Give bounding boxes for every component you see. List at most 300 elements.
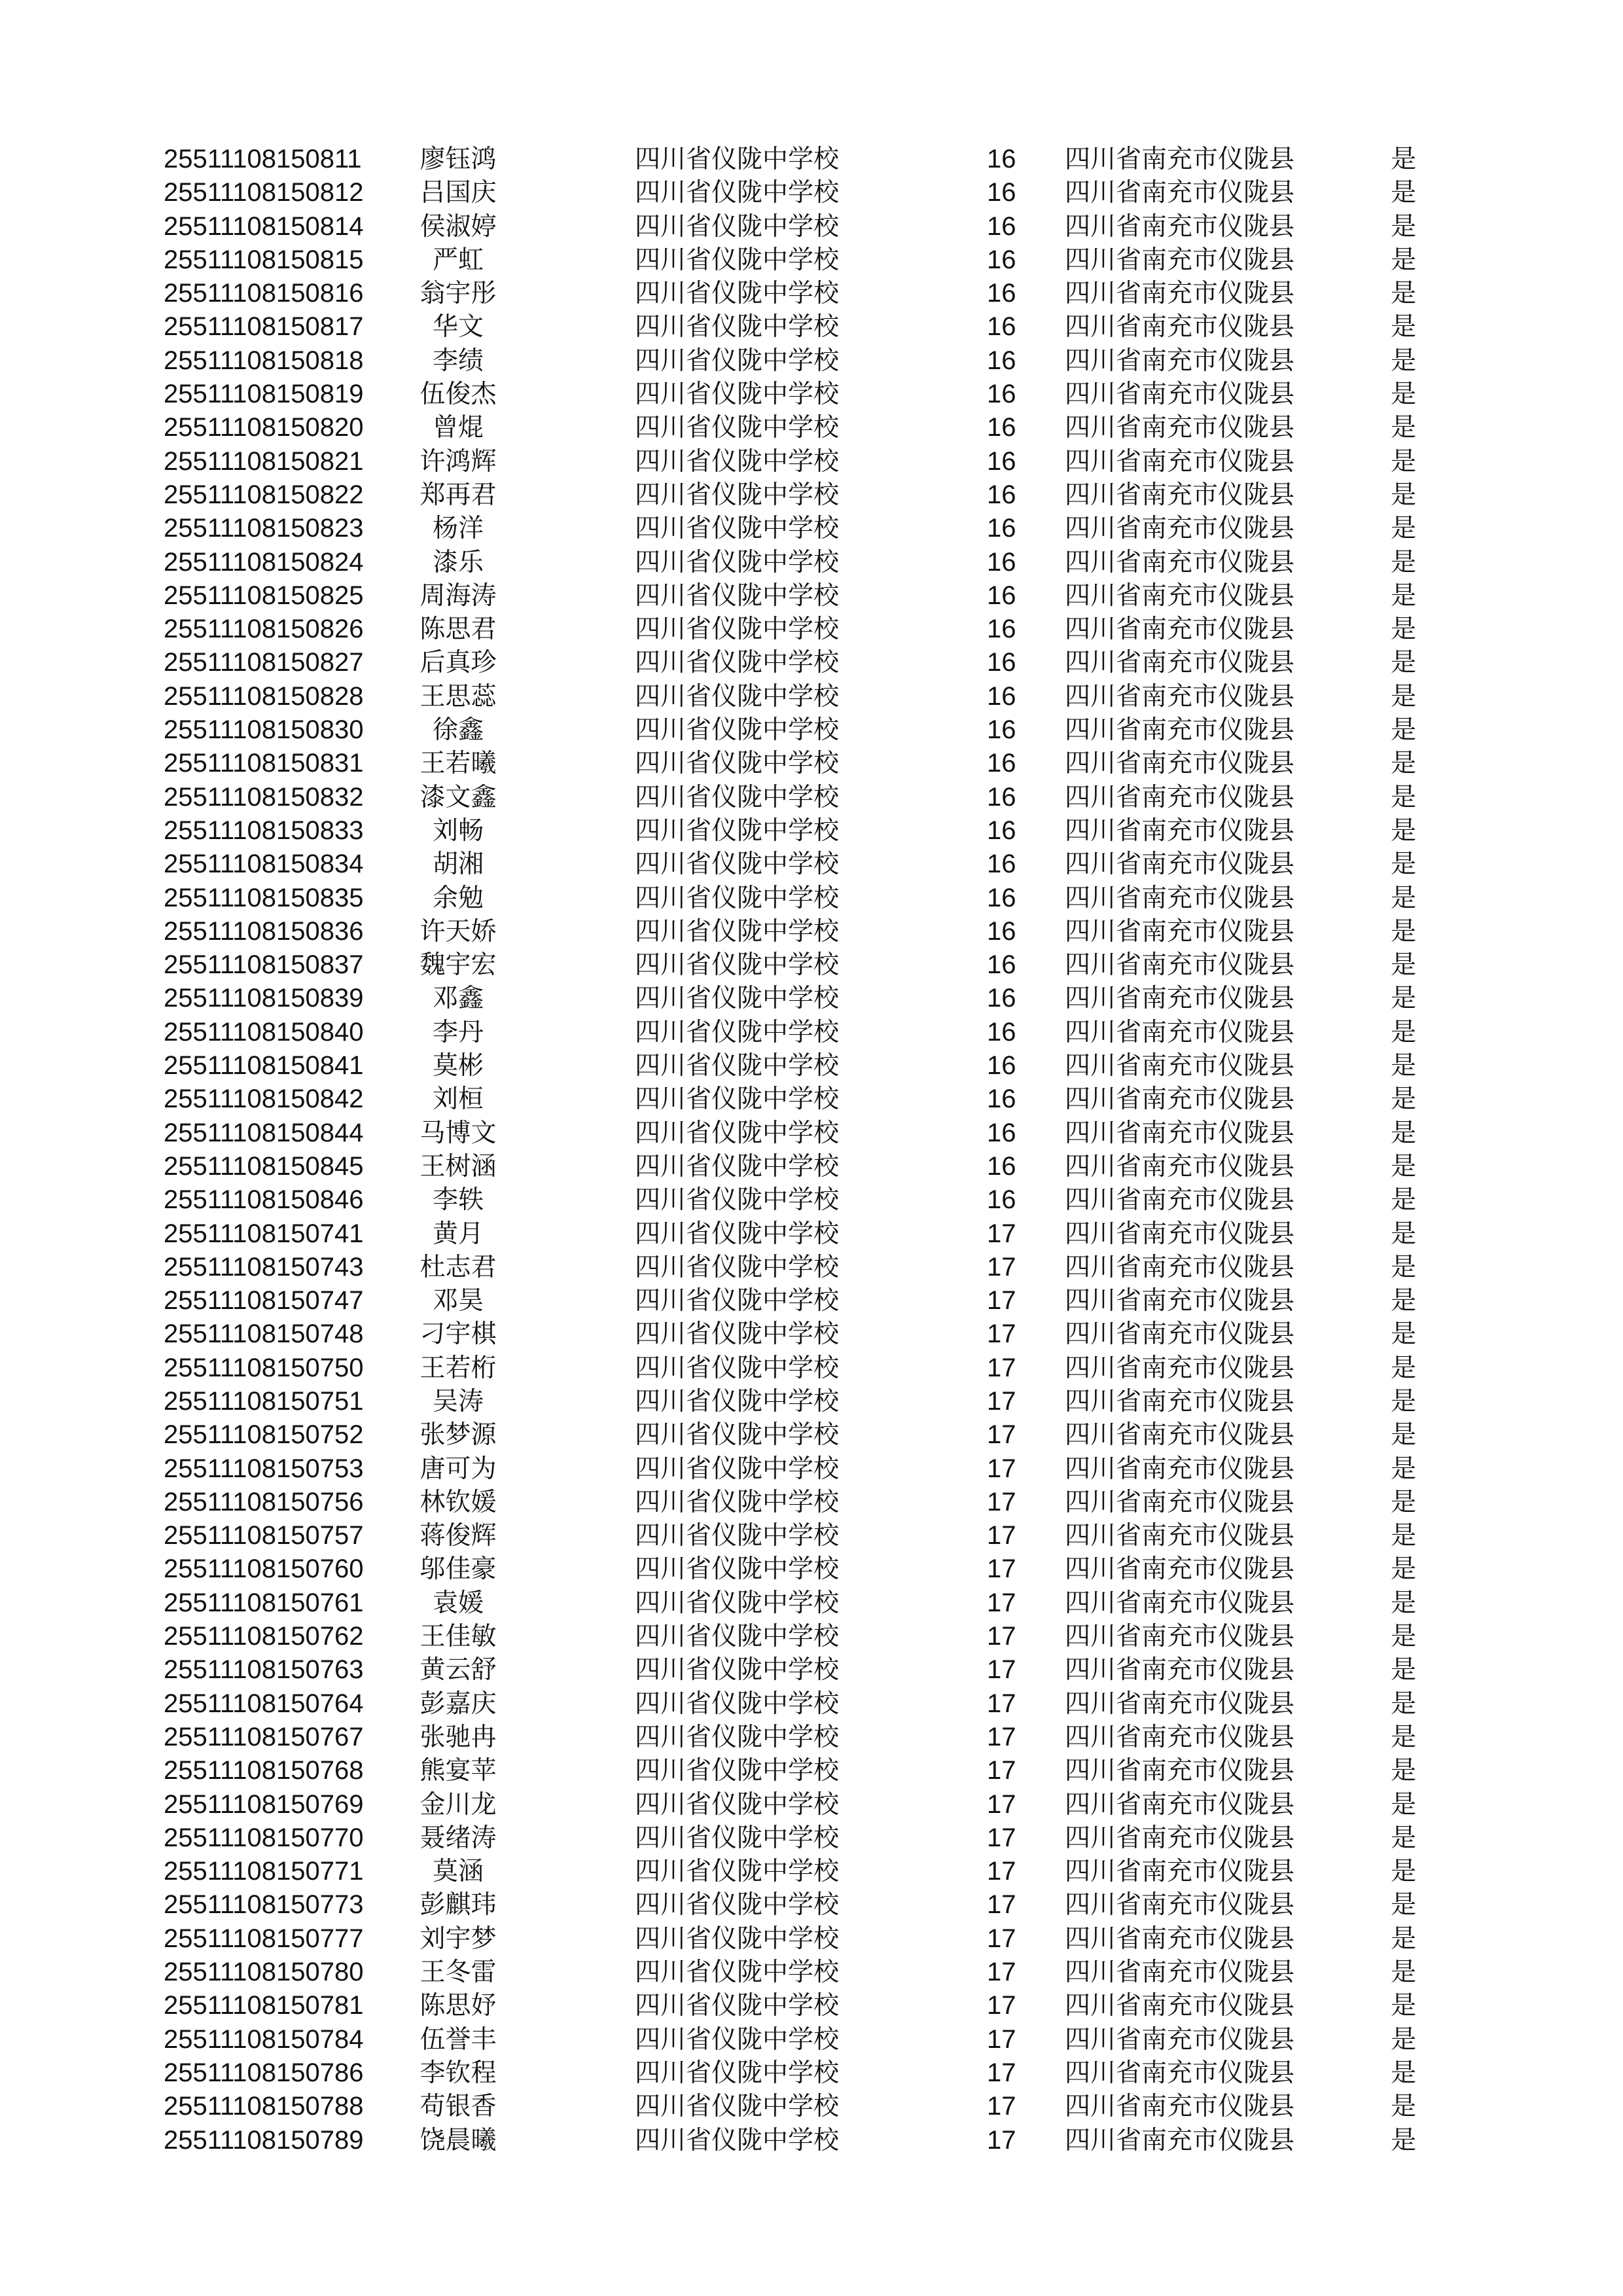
group-number-cell: 17 bbox=[987, 1789, 1016, 1819]
school-name-cell: 四川省仪陇中学校 bbox=[635, 883, 840, 913]
student-name-cell: 张驰冉 bbox=[419, 1722, 497, 1752]
group-number-cell: 17 bbox=[987, 2125, 1016, 2155]
student-name-cell: 许鸿辉 bbox=[419, 446, 497, 476]
table-row bbox=[0, 2090, 1623, 2123]
group-number-cell: 16 bbox=[987, 346, 1016, 375]
group-number-cell: 16 bbox=[987, 312, 1016, 342]
region-cell: 四川省南充市仪陇县 bbox=[1065, 1924, 1295, 1954]
group-number-cell: 17 bbox=[987, 2024, 1016, 2054]
student-name-cell: 彭麒玮 bbox=[419, 1890, 497, 1920]
student-id-cell: 25511108150837 bbox=[164, 950, 364, 980]
status-flag-cell: 是 bbox=[1391, 1890, 1417, 1920]
group-number-cell: 16 bbox=[987, 1085, 1016, 1114]
group-number-cell: 16 bbox=[987, 547, 1016, 577]
student-id-cell: 25511108150773 bbox=[164, 1890, 364, 1920]
group-number-cell: 16 bbox=[987, 446, 1016, 476]
school-name-cell: 四川省仪陇中学校 bbox=[635, 178, 840, 208]
student-id-cell: 25511108150768 bbox=[164, 1756, 364, 1785]
student-name-cell: 吕国庆 bbox=[419, 178, 497, 208]
status-flag-cell: 是 bbox=[1391, 950, 1417, 980]
status-flag-cell: 是 bbox=[1391, 346, 1417, 376]
group-number-cell: 16 bbox=[987, 883, 1016, 912]
school-name-cell: 四川省仪陇中学校 bbox=[635, 1521, 840, 1551]
group-number-cell: 17 bbox=[987, 1823, 1016, 1852]
status-flag-cell: 是 bbox=[1391, 1017, 1417, 1047]
table-row bbox=[0, 814, 1623, 848]
region-cell: 四川省南充市仪陇县 bbox=[1065, 1655, 1295, 1685]
region-cell: 四川省南充市仪陇县 bbox=[1065, 312, 1295, 342]
student-id-cell: 25511108150821 bbox=[164, 446, 364, 476]
student-name-cell: 李轶 bbox=[432, 1185, 484, 1215]
group-number-cell: 16 bbox=[987, 1051, 1016, 1081]
school-name-cell: 四川省仪陇中学校 bbox=[635, 1353, 840, 1383]
table-row bbox=[0, 2023, 1623, 2056]
region-cell: 四川省南充市仪陇县 bbox=[1065, 380, 1295, 410]
student-name-cell: 李钦程 bbox=[419, 2058, 497, 2088]
region-cell: 四川省南充市仪陇县 bbox=[1065, 615, 1295, 645]
region-cell: 四川省南充市仪陇县 bbox=[1065, 413, 1295, 443]
region-cell: 四川省南充市仪陇县 bbox=[1065, 1118, 1295, 1148]
school-name-cell: 四川省仪陇中学校 bbox=[635, 1487, 840, 1517]
school-name-cell: 四川省仪陇中学校 bbox=[635, 145, 840, 174]
table-row bbox=[0, 411, 1623, 444]
status-flag-cell: 是 bbox=[1391, 1286, 1417, 1316]
table-row bbox=[0, 1587, 1623, 1620]
table-row bbox=[0, 1284, 1623, 1318]
group-number-cell: 16 bbox=[987, 380, 1016, 409]
student-name-cell: 刘宇梦 bbox=[419, 1924, 497, 1954]
student-id-cell: 25511108150830 bbox=[164, 715, 364, 745]
school-name-cell: 四川省仪陇中学校 bbox=[635, 1789, 840, 1820]
school-name-cell: 四川省仪陇中学校 bbox=[635, 816, 840, 846]
student-name-cell: 漆乐 bbox=[432, 547, 484, 577]
student-name-cell: 王冬雷 bbox=[419, 1958, 497, 1988]
status-flag-cell: 是 bbox=[1391, 1554, 1417, 1585]
region-cell: 四川省南充市仪陇县 bbox=[1065, 547, 1295, 577]
school-name-cell: 四川省仪陇中学校 bbox=[635, 279, 840, 309]
student-id-cell: 25511108150771 bbox=[164, 1857, 364, 1886]
table-row bbox=[0, 613, 1623, 646]
student-id-cell: 25511108150750 bbox=[164, 1353, 364, 1382]
table-row bbox=[0, 882, 1623, 915]
status-flag-cell: 是 bbox=[1391, 380, 1417, 410]
student-name-cell: 魏宇宏 bbox=[419, 950, 497, 980]
school-name-cell: 四川省仪陇中学校 bbox=[635, 1017, 840, 1047]
table-row bbox=[0, 948, 1623, 982]
table-row bbox=[0, 1083, 1623, 1116]
student-id-cell: 25511108150833 bbox=[164, 816, 364, 845]
region-cell: 四川省南充市仪陇县 bbox=[1065, 1958, 1295, 1988]
region-cell: 四川省南充市仪陇县 bbox=[1065, 1151, 1295, 1181]
school-name-cell: 四川省仪陇中学校 bbox=[635, 514, 840, 544]
table-row bbox=[0, 2056, 1623, 2090]
status-flag-cell: 是 bbox=[1391, 1252, 1417, 1282]
region-cell: 四川省南充市仪陇县 bbox=[1065, 2024, 1295, 2054]
region-cell: 四川省南充市仪陇县 bbox=[1065, 145, 1295, 174]
region-cell: 四川省南充市仪陇县 bbox=[1065, 984, 1295, 1014]
group-number-cell: 16 bbox=[987, 615, 1016, 644]
region-cell: 四川省南充市仪陇县 bbox=[1065, 1085, 1295, 1115]
school-name-cell: 四川省仪陇中学校 bbox=[635, 2125, 840, 2155]
group-number-cell: 16 bbox=[987, 145, 1016, 173]
student-name-cell: 陈思君 bbox=[419, 615, 497, 645]
table-row bbox=[0, 915, 1623, 948]
student-name-cell: 熊宴苹 bbox=[419, 1756, 497, 1786]
student-name-cell: 邓昊 bbox=[432, 1286, 484, 1316]
table-row bbox=[0, 1452, 1623, 1486]
region-cell: 四川省南充市仪陇县 bbox=[1065, 1521, 1295, 1551]
student-name-cell: 苟银香 bbox=[419, 2092, 497, 2122]
student-id-cell: 25511108150822 bbox=[164, 480, 364, 509]
status-flag-cell: 是 bbox=[1391, 413, 1417, 443]
student-id-cell: 25511108150825 bbox=[164, 581, 364, 610]
table-row bbox=[0, 781, 1623, 814]
student-name-cell: 吴涛 bbox=[432, 1386, 484, 1416]
group-number-cell: 16 bbox=[987, 984, 1016, 1013]
region-cell: 四川省南充市仪陇县 bbox=[1065, 1353, 1295, 1383]
student-id-cell: 25511108150819 bbox=[164, 380, 364, 409]
student-name-cell: 王若桁 bbox=[419, 1353, 497, 1383]
region-cell: 四川省南充市仪陇县 bbox=[1065, 480, 1295, 510]
student-id-cell: 25511108150817 bbox=[164, 312, 364, 342]
student-name-cell: 余勉 bbox=[432, 883, 484, 913]
student-id-cell: 25511108150840 bbox=[164, 1017, 364, 1047]
table-row bbox=[0, 1486, 1623, 1519]
status-flag-cell: 是 bbox=[1391, 211, 1417, 242]
school-name-cell: 四川省仪陇中学校 bbox=[635, 1420, 840, 1450]
school-name-cell: 四川省仪陇中学校 bbox=[635, 1252, 840, 1282]
student-id-cell: 25511108150769 bbox=[164, 1789, 364, 1819]
school-name-cell: 四川省仪陇中学校 bbox=[635, 211, 840, 242]
group-number-cell: 16 bbox=[987, 1017, 1016, 1047]
status-flag-cell: 是 bbox=[1391, 145, 1417, 174]
status-flag-cell: 是 bbox=[1391, 816, 1417, 846]
school-name-cell: 四川省仪陇中学校 bbox=[635, 346, 840, 376]
group-number-cell: 16 bbox=[987, 413, 1016, 442]
student-id-cell: 25511108150786 bbox=[164, 2058, 364, 2087]
table-row bbox=[0, 1251, 1623, 1284]
region-cell: 四川省南充市仪陇县 bbox=[1065, 1252, 1295, 1282]
group-number-cell: 16 bbox=[987, 916, 1016, 946]
table-row bbox=[0, 344, 1623, 378]
table-row bbox=[0, 1418, 1623, 1452]
region-cell: 四川省南充市仪陇县 bbox=[1065, 782, 1295, 812]
student-name-cell: 刘桓 bbox=[432, 1085, 484, 1115]
table-row bbox=[0, 143, 1623, 176]
school-name-cell: 四川省仪陇中学校 bbox=[635, 1722, 840, 1752]
status-flag-cell: 是 bbox=[1391, 1487, 1417, 1517]
student-name-cell: 华文 bbox=[432, 312, 484, 342]
table-row bbox=[0, 1721, 1623, 1754]
student-id-cell: 25511108150763 bbox=[164, 1655, 364, 1685]
region-cell: 四川省南充市仪陇县 bbox=[1065, 816, 1295, 846]
status-flag-cell: 是 bbox=[1391, 1689, 1417, 1719]
student-id-cell: 25511108150831 bbox=[164, 749, 364, 778]
school-name-cell: 四川省仪陇中学校 bbox=[635, 1588, 840, 1618]
status-flag-cell: 是 bbox=[1391, 782, 1417, 812]
school-name-cell: 四川省仪陇中学校 bbox=[635, 1857, 840, 1887]
student-id-cell: 25511108150743 bbox=[164, 1252, 364, 1282]
group-number-cell: 16 bbox=[987, 480, 1016, 509]
student-name-cell: 王思蕊 bbox=[419, 681, 497, 711]
table-row bbox=[0, 747, 1623, 780]
region-cell: 四川省南充市仪陇县 bbox=[1065, 1386, 1295, 1416]
school-name-cell: 四川省仪陇中学校 bbox=[635, 1319, 840, 1350]
group-number-cell: 17 bbox=[987, 1924, 1016, 1953]
group-number-cell: 16 bbox=[987, 950, 1016, 980]
status-flag-cell: 是 bbox=[1391, 279, 1417, 309]
school-name-cell: 四川省仪陇中学校 bbox=[635, 1991, 840, 2021]
student-name-cell: 莫涵 bbox=[432, 1857, 484, 1887]
status-flag-cell: 是 bbox=[1391, 1219, 1417, 1249]
group-number-cell: 16 bbox=[987, 581, 1016, 610]
status-flag-cell: 是 bbox=[1391, 480, 1417, 510]
status-flag-cell: 是 bbox=[1391, 547, 1417, 577]
student-id-cell: 25511108150845 bbox=[164, 1151, 364, 1181]
status-flag-cell: 是 bbox=[1391, 1118, 1417, 1148]
student-name-cell: 陈思妤 bbox=[419, 1991, 497, 2021]
region-cell: 四川省南充市仪陇县 bbox=[1065, 1420, 1295, 1450]
region-cell: 四川省南充市仪陇县 bbox=[1065, 1823, 1295, 1853]
region-cell: 四川省南充市仪陇县 bbox=[1065, 514, 1295, 544]
table-row bbox=[0, 1821, 1623, 1855]
school-name-cell: 四川省仪陇中学校 bbox=[635, 547, 840, 577]
student-list-table bbox=[0, 143, 1623, 2157]
school-name-cell: 四川省仪陇中学校 bbox=[635, 749, 840, 779]
status-flag-cell: 是 bbox=[1391, 984, 1417, 1014]
student-id-cell: 25511108150767 bbox=[164, 1722, 364, 1751]
school-name-cell: 四川省仪陇中学校 bbox=[635, 1151, 840, 1181]
school-name-cell: 四川省仪陇中学校 bbox=[635, 984, 840, 1014]
student-id-cell: 25511108150834 bbox=[164, 850, 364, 879]
region-cell: 四川省南充市仪陇县 bbox=[1065, 1017, 1295, 1047]
table-row bbox=[0, 848, 1623, 881]
school-name-cell: 四川省仪陇中学校 bbox=[635, 916, 840, 946]
school-name-cell: 四川省仪陇中学校 bbox=[635, 1386, 840, 1416]
group-number-cell: 17 bbox=[987, 1655, 1016, 1685]
student-name-cell: 周海涛 bbox=[419, 581, 497, 611]
school-name-cell: 四川省仪陇中学校 bbox=[635, 1051, 840, 1081]
student-id-cell: 25511108150764 bbox=[164, 1689, 364, 1718]
student-name-cell: 唐可为 bbox=[419, 1454, 497, 1484]
region-cell: 四川省南充市仪陇县 bbox=[1065, 1588, 1295, 1618]
region-cell: 四川省南充市仪陇县 bbox=[1065, 581, 1295, 611]
student-name-cell: 伍俊杰 bbox=[419, 380, 497, 410]
group-number-cell: 17 bbox=[987, 1890, 1016, 1920]
school-name-cell: 四川省仪陇中学校 bbox=[635, 782, 840, 812]
student-id-cell: 25511108150814 bbox=[164, 211, 364, 241]
region-cell: 四川省南充市仪陇县 bbox=[1065, 1722, 1295, 1752]
student-id-cell: 25511108150770 bbox=[164, 1823, 364, 1852]
group-number-cell: 17 bbox=[987, 1286, 1016, 1316]
status-flag-cell: 是 bbox=[1391, 1319, 1417, 1350]
student-id-cell: 25511108150832 bbox=[164, 782, 364, 812]
table-row bbox=[0, 478, 1623, 512]
table-row bbox=[0, 680, 1623, 713]
student-id-cell: 25511108150781 bbox=[164, 1991, 364, 2020]
region-cell: 四川省南充市仪陇县 bbox=[1065, 1689, 1295, 1719]
student-id-cell: 25511108150815 bbox=[164, 245, 364, 274]
region-cell: 四川省南充市仪陇县 bbox=[1065, 715, 1295, 745]
school-name-cell: 四川省仪陇中学校 bbox=[635, 1454, 840, 1484]
school-name-cell: 四川省仪陇中学校 bbox=[635, 715, 840, 745]
region-cell: 四川省南充市仪陇县 bbox=[1065, 883, 1295, 913]
region-cell: 四川省南充市仪陇县 bbox=[1065, 1991, 1295, 2021]
student-name-cell: 邬佳豪 bbox=[419, 1554, 497, 1585]
student-name-cell: 伍誉丰 bbox=[419, 2024, 497, 2054]
student-id-cell: 25511108150780 bbox=[164, 1958, 364, 1987]
status-flag-cell: 是 bbox=[1391, 2024, 1417, 2054]
status-flag-cell: 是 bbox=[1391, 749, 1417, 779]
student-id-cell: 25511108150836 bbox=[164, 916, 364, 946]
school-name-cell: 四川省仪陇中学校 bbox=[635, 1185, 840, 1215]
group-number-cell: 17 bbox=[987, 1722, 1016, 1751]
school-name-cell: 四川省仪陇中学校 bbox=[635, 2058, 840, 2088]
table-row bbox=[0, 1016, 1623, 1049]
status-flag-cell: 是 bbox=[1391, 1521, 1417, 1551]
region-cell: 四川省南充市仪陇县 bbox=[1065, 1454, 1295, 1484]
status-flag-cell: 是 bbox=[1391, 1924, 1417, 1954]
student-id-cell: 25511108150811 bbox=[164, 145, 362, 173]
student-id-cell: 25511108150748 bbox=[164, 1319, 364, 1349]
region-cell: 四川省南充市仪陇县 bbox=[1065, 2125, 1295, 2155]
student-id-cell: 25511108150741 bbox=[164, 1219, 364, 1248]
group-number-cell: 17 bbox=[987, 1689, 1016, 1718]
region-cell: 四川省南充市仪陇县 bbox=[1065, 916, 1295, 946]
student-name-cell: 李绩 bbox=[432, 346, 484, 376]
school-name-cell: 四川省仪陇中学校 bbox=[635, 1756, 840, 1786]
region-cell: 四川省南充市仪陇县 bbox=[1065, 1756, 1295, 1786]
region-cell: 四川省南充市仪陇县 bbox=[1065, 1219, 1295, 1249]
student-name-cell: 李丹 bbox=[432, 1017, 484, 1047]
student-name-cell: 王佳敏 bbox=[419, 1622, 497, 1652]
school-name-cell: 四川省仪陇中学校 bbox=[635, 1924, 840, 1954]
status-flag-cell: 是 bbox=[1391, 715, 1417, 745]
status-flag-cell: 是 bbox=[1391, 1722, 1417, 1752]
student-id-cell: 25511108150827 bbox=[164, 648, 364, 677]
student-name-cell: 廖钰鸿 bbox=[419, 145, 497, 174]
status-flag-cell: 是 bbox=[1391, 1857, 1417, 1887]
status-flag-cell: 是 bbox=[1391, 648, 1417, 678]
student-name-cell: 饶晨曦 bbox=[419, 2125, 497, 2155]
status-flag-cell: 是 bbox=[1391, 1958, 1417, 1988]
group-number-cell: 17 bbox=[987, 1487, 1016, 1516]
student-id-cell: 25511108150760 bbox=[164, 1554, 364, 1584]
region-cell: 四川省南充市仪陇县 bbox=[1065, 1487, 1295, 1517]
student-name-cell: 杜志君 bbox=[419, 1252, 497, 1282]
table-row bbox=[0, 243, 1623, 277]
school-name-cell: 四川省仪陇中学校 bbox=[635, 312, 840, 342]
table-row bbox=[0, 310, 1623, 344]
student-name-cell: 彭嘉庆 bbox=[419, 1689, 497, 1719]
group-number-cell: 17 bbox=[987, 1622, 1016, 1651]
group-number-cell: 16 bbox=[987, 211, 1016, 241]
region-cell: 四川省南充市仪陇县 bbox=[1065, 279, 1295, 309]
school-name-cell: 四川省仪陇中学校 bbox=[635, 2092, 840, 2122]
region-cell: 四川省南充市仪陇县 bbox=[1065, 211, 1295, 242]
table-row bbox=[0, 1385, 1623, 1418]
student-id-cell: 25511108150818 bbox=[164, 346, 364, 375]
table-row bbox=[0, 713, 1623, 747]
table-row bbox=[0, 1888, 1623, 1922]
school-name-cell: 四川省仪陇中学校 bbox=[635, 1655, 840, 1685]
student-name-cell: 漆文鑫 bbox=[419, 782, 497, 812]
school-name-cell: 四川省仪陇中学校 bbox=[635, 581, 840, 611]
school-name-cell: 四川省仪陇中学校 bbox=[635, 1554, 840, 1585]
table-row bbox=[0, 1117, 1623, 1150]
table-row bbox=[0, 1552, 1623, 1586]
student-id-cell: 25511108150784 bbox=[164, 2024, 364, 2054]
school-name-cell: 四川省仪陇中学校 bbox=[635, 1823, 840, 1853]
group-number-cell: 17 bbox=[987, 1353, 1016, 1382]
student-id-cell: 25511108150761 bbox=[164, 1588, 364, 1617]
school-name-cell: 四川省仪陇中学校 bbox=[635, 1958, 840, 1988]
region-cell: 四川省南充市仪陇县 bbox=[1065, 245, 1295, 275]
student-id-cell: 25511108150835 bbox=[164, 883, 364, 912]
student-name-cell: 王若曦 bbox=[419, 749, 497, 779]
group-number-cell: 17 bbox=[987, 1521, 1016, 1551]
student-name-cell: 杨洋 bbox=[432, 514, 484, 544]
student-name-cell: 胡湘 bbox=[432, 850, 484, 880]
student-name-cell: 蒋俊辉 bbox=[419, 1521, 497, 1551]
student-name-cell: 张梦源 bbox=[419, 1420, 497, 1450]
status-flag-cell: 是 bbox=[1391, 1420, 1417, 1450]
group-number-cell: 16 bbox=[987, 681, 1016, 711]
student-name-cell: 许天娇 bbox=[419, 916, 497, 946]
status-flag-cell: 是 bbox=[1391, 1622, 1417, 1652]
group-number-cell: 16 bbox=[987, 1185, 1016, 1215]
student-name-cell: 林钦媛 bbox=[419, 1487, 497, 1517]
status-flag-cell: 是 bbox=[1391, 1386, 1417, 1416]
group-number-cell: 16 bbox=[987, 715, 1016, 745]
student-name-cell: 曾焜 bbox=[432, 413, 484, 443]
region-cell: 四川省南充市仪陇县 bbox=[1065, 1789, 1295, 1820]
student-id-cell: 25511108150816 bbox=[164, 279, 364, 308]
status-flag-cell: 是 bbox=[1391, 850, 1417, 880]
table-row bbox=[0, 1956, 1623, 1989]
region-cell: 四川省南充市仪陇县 bbox=[1065, 950, 1295, 980]
table-row bbox=[0, 512, 1623, 545]
status-flag-cell: 是 bbox=[1391, 245, 1417, 275]
group-number-cell: 17 bbox=[987, 1857, 1016, 1886]
student-name-cell: 马博文 bbox=[419, 1118, 497, 1148]
table-row bbox=[0, 1855, 1623, 1888]
student-id-cell: 25511108150757 bbox=[164, 1521, 364, 1551]
region-cell: 四川省南充市仪陇县 bbox=[1065, 346, 1295, 376]
status-flag-cell: 是 bbox=[1391, 1991, 1417, 2021]
student-name-cell: 邓鑫 bbox=[432, 984, 484, 1014]
group-number-cell: 16 bbox=[987, 648, 1016, 677]
school-name-cell: 四川省仪陇中学校 bbox=[635, 413, 840, 443]
group-number-cell: 17 bbox=[987, 1454, 1016, 1483]
student-id-cell: 25511108150839 bbox=[164, 984, 364, 1013]
status-flag-cell: 是 bbox=[1391, 1185, 1417, 1215]
region-cell: 四川省南充市仪陇县 bbox=[1065, 1319, 1295, 1350]
status-flag-cell: 是 bbox=[1391, 312, 1417, 342]
table-row bbox=[0, 445, 1623, 478]
status-flag-cell: 是 bbox=[1391, 1085, 1417, 1115]
status-flag-cell: 是 bbox=[1391, 581, 1417, 611]
school-name-cell: 四川省仪陇中学校 bbox=[635, 950, 840, 980]
group-number-cell: 17 bbox=[987, 1958, 1016, 1987]
status-flag-cell: 是 bbox=[1391, 883, 1417, 913]
school-name-cell: 四川省仪陇中学校 bbox=[635, 1085, 840, 1115]
student-name-cell: 严虹 bbox=[432, 245, 484, 275]
student-name-cell: 翁宇彤 bbox=[419, 279, 497, 309]
student-id-cell: 25511108150777 bbox=[164, 1924, 364, 1953]
school-name-cell: 四川省仪陇中学校 bbox=[635, 615, 840, 645]
student-name-cell: 后真珍 bbox=[419, 648, 497, 678]
